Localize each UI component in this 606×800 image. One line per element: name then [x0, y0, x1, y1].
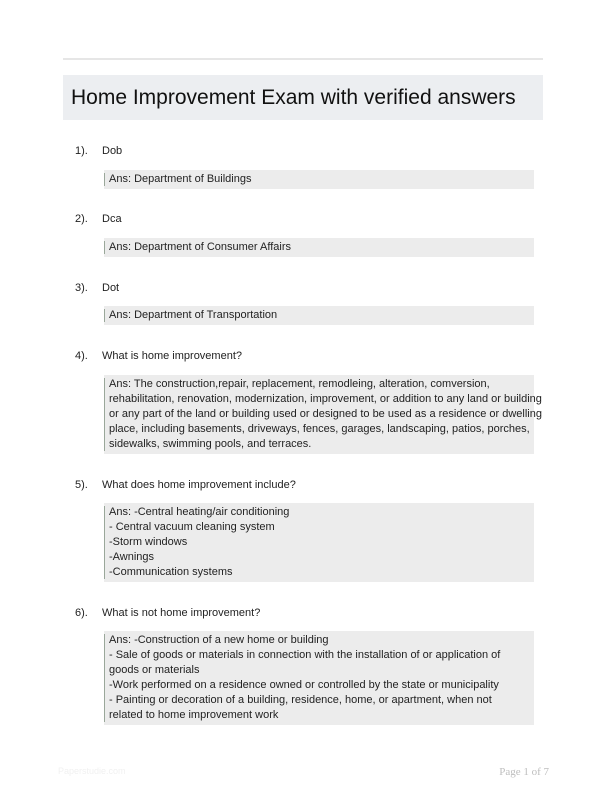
answer-marker: [104, 173, 105, 186]
question-number: 6).: [75, 607, 88, 619]
page-number: Page 1 of 7: [499, 766, 549, 778]
answer-box: [104, 375, 542, 454]
answer-box: [104, 306, 534, 325]
question-text: What is home improvement?: [102, 350, 242, 362]
answer-box: [104, 503, 534, 582]
answer-line: -Communication systems: [109, 566, 233, 578]
answer-line: related to home improvement work: [109, 709, 279, 721]
answer-line: -Storm windows: [109, 536, 188, 548]
answer-line: goods or materials: [109, 664, 200, 676]
answer-line: or any part of the land or building used or designed to be used as a residence or dwelling: [109, 408, 542, 420]
document-title: Home Improvement Exam with verified answers: [71, 86, 516, 109]
question-number: 2).: [75, 213, 88, 225]
answer-line: -Work performed on a residence owned or controlled by the state or municipality: [109, 679, 499, 691]
answer-line: - Sale of goods or materials in connection with the installation of or application of: [109, 649, 501, 661]
question-number: 4).: [75, 350, 88, 362]
question-text: Dca: [102, 213, 122, 225]
answer-line: rehabilitation, renovation, modernization, improvement, or addition to any land or building: [109, 393, 542, 405]
question-text: What does home improvement include?: [102, 479, 296, 491]
answer-line: Ans: The construction,repair, replacement, remodleing, alteration, comversion,: [109, 378, 490, 390]
question-text: Dot: [102, 282, 120, 294]
answer-marker: [104, 506, 105, 579]
answer-box: [104, 238, 534, 257]
answer-line: sidewalks, swimming pools, and terraces.: [109, 438, 312, 450]
answer-marker: [104, 378, 105, 451]
answer-marker: [104, 309, 105, 322]
answer-line: place, including basements, driveways, fences, garages, landscaping, patios, porches,: [109, 423, 530, 435]
answer-line: - Central vacuum cleaning system: [109, 521, 275, 533]
answer-line: Ans: Department of Transportation: [109, 309, 278, 321]
answer-line: Ans: Department of Consumer Affairs: [109, 241, 291, 253]
top-divider: [63, 58, 543, 60]
answer-box: [104, 631, 534, 725]
answer-line: Ans: Department of Buildings: [109, 173, 252, 185]
answer-box: [104, 170, 534, 189]
question-number: 5).: [75, 479, 88, 491]
question-number: 3).: [75, 282, 88, 294]
answer-line: - Painting or decoration of a building, residence, home, or apartment, when not: [109, 694, 492, 706]
answer-marker: [104, 634, 105, 722]
title-banner: [63, 75, 543, 120]
answer-line: -Awnings: [109, 551, 155, 563]
answer-line: Ans: -Central heating/air conditioning: [109, 506, 290, 518]
question-text: Dob: [102, 145, 123, 157]
question-number: 1).: [75, 145, 88, 157]
answer-marker: [104, 241, 105, 254]
footer-watermark: Paperstudie.com: [58, 766, 126, 776]
question-text: What is not home improvement?: [102, 607, 261, 619]
answer-line: Ans: -Construction of a new home or building: [109, 634, 329, 646]
